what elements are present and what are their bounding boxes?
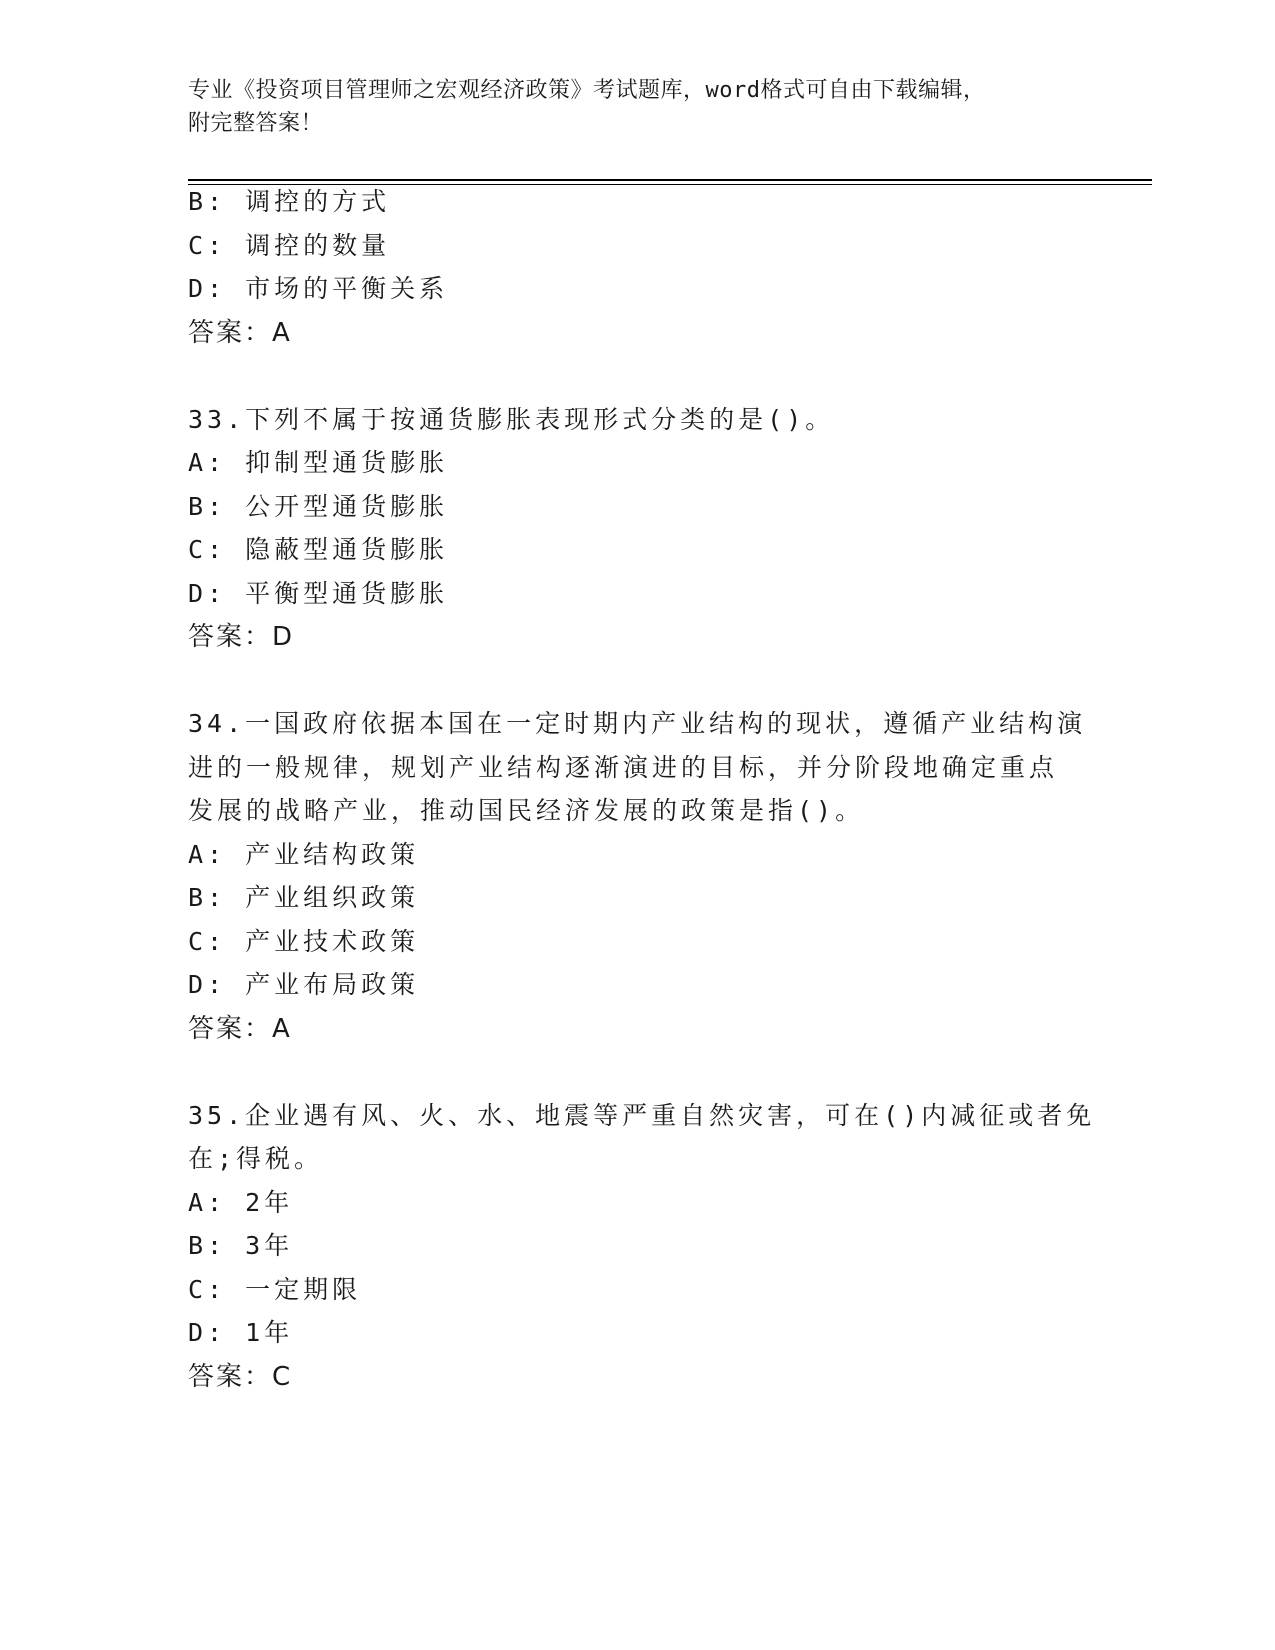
q34-stem-line-3: 发展的战略产业，推动国民经济发展的政策是指()。	[188, 796, 865, 825]
document-header	[188, 74, 1068, 140]
q35-stem-line-2: 在;得税。	[188, 1144, 324, 1173]
q34-option-b: B: 产业组织政策	[188, 883, 420, 912]
q33-option-c: C: 隐蔽型通货膨胀	[188, 535, 449, 564]
q33-answer: 答案：D	[188, 622, 295, 652]
prev-option-c: C: 调控的数量	[188, 231, 391, 260]
q34-stem-line-2: 进的一般规律，规划产业结构逐渐演进的目标，并分阶段地确定重点	[188, 753, 1059, 782]
prev-answer: 答案：A	[188, 318, 292, 348]
prev-option-d: D: 市场的平衡关系	[188, 274, 449, 303]
q35-option-b: B: 3年	[188, 1231, 294, 1260]
q34-answer: 答案：A	[188, 1014, 292, 1044]
q35-stem-line-1: 35.企业遇有风、火、水、地震等严重自然灾害，可在()内减征或者免	[188, 1101, 1096, 1130]
q33-stem: 33.下列不属于按通货膨胀表现形式分类的是()。	[188, 405, 835, 434]
q34-stem-line-1: 34.一国政府依据本国在一定时期内产业结构的现状，遵循产业结构演	[188, 709, 1087, 738]
q33-option-a: A: 抑制型通货膨胀	[188, 448, 449, 477]
q34-option-c: C: 产业技术政策	[188, 927, 420, 956]
prev-option-b: B: 调控的方式	[188, 187, 391, 216]
q33-option-d: D: 平衡型通货膨胀	[188, 579, 449, 608]
q35-option-c: C: 一定期限	[188, 1275, 362, 1304]
q35-answer: 答案：C	[188, 1362, 293, 1392]
q35-option-d: D: 1年	[188, 1318, 294, 1347]
header-line-2: 附完整答案！	[188, 111, 324, 136]
q35-option-a: A: 2年	[188, 1188, 294, 1217]
q34-option-a: A: 产业结构政策	[188, 840, 420, 869]
header-line-1: 专业《投资项目管理师之宏观经济政策》考试题库，word格式可自由下载编辑，	[188, 78, 986, 103]
q34-option-d: D: 产业布局政策	[188, 970, 420, 999]
q33-option-b: B: 公开型通货膨胀	[188, 492, 449, 521]
header-divider-thick	[188, 179, 1152, 181]
header-divider-thin	[188, 184, 1152, 185]
